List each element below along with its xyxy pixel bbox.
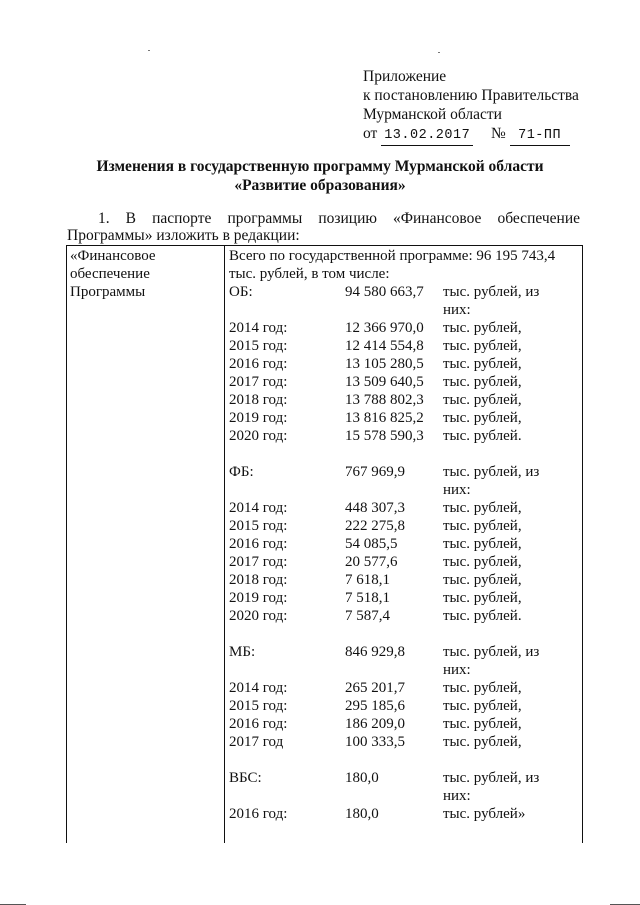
year-label: 2014 год: (229, 500, 288, 516)
year-unit: тыс. рублей, (443, 338, 522, 354)
year-row (229, 391, 579, 409)
year-amount: 222 275,8 (345, 518, 405, 534)
year-amount: 13 788 802,3 (345, 392, 424, 408)
year-row (229, 373, 579, 391)
source-code: МБ: (229, 644, 256, 660)
year-row (229, 553, 579, 571)
source-code: ВБС: (229, 770, 262, 786)
section-gap (229, 445, 579, 463)
financing-cell (229, 247, 579, 823)
year-row (229, 607, 579, 625)
year-unit: тыс. рублей, (443, 320, 522, 336)
year-label: 2014 год: (229, 680, 288, 696)
year-unit: тыс. рублей, (443, 680, 522, 696)
year-unit: тыс. рублей, (443, 356, 522, 372)
year-unit: тыс. рублей» (443, 806, 526, 822)
source-code: ОБ: (229, 284, 253, 300)
year-row (229, 409, 579, 427)
year-label: 2016 год: (229, 356, 288, 372)
year-amount: 54 085,5 (345, 536, 398, 552)
year-label: 2018 год: (229, 392, 288, 408)
annex-date-line (363, 124, 579, 146)
source-summary-row (229, 643, 579, 679)
year-unit: тыс. рублей, (443, 554, 522, 570)
date-prefix: от (363, 125, 378, 142)
year-amount: 13 816 825,2 (345, 410, 424, 426)
year-amount: 448 307,3 (345, 500, 405, 516)
year-unit: тыс. рублей, (443, 410, 522, 426)
year-unit: тыс. рублей, (443, 716, 522, 732)
title-line-1: Изменения в государственную программу Мурманской области (96, 158, 544, 175)
year-row (229, 679, 579, 697)
year-row (229, 697, 579, 715)
year-label: 2015 год: (229, 698, 288, 714)
source-unit: тыс. рублей, из них: (443, 644, 540, 678)
section-gap (229, 625, 579, 643)
year-label: 2016 год: (229, 806, 288, 822)
source-unit: тыс. рублей, из них: (443, 464, 540, 498)
number-prefix: № (490, 125, 506, 142)
source-summary-row (229, 463, 579, 499)
year-amount: 265 201,7 (345, 680, 405, 696)
year-amount: 12 366 970,0 (345, 320, 424, 336)
year-unit: тыс. рублей, (443, 572, 522, 588)
year-row (229, 535, 579, 553)
year-label: 2015 год: (229, 338, 288, 354)
source-code: ФБ: (229, 464, 254, 480)
year-amount: 186 209,0 (345, 716, 405, 732)
year-unit: тыс. рублей, (443, 374, 522, 390)
year-label: 2017 год: (229, 374, 288, 390)
year-amount: 15 578 590,3 (345, 428, 424, 444)
year-unit: тыс. рублей, (443, 392, 522, 408)
year-label: 2016 год: (229, 716, 288, 732)
year-unit: тыс. рублей. (443, 608, 522, 624)
year-label: 2017 год: (229, 554, 288, 570)
position-label-cell (70, 247, 156, 301)
source-amount: 180,0 (345, 770, 379, 786)
year-unit: тыс. рублей, (443, 698, 522, 714)
position-label-line: обеспечение (70, 266, 150, 282)
scan-speck (438, 52, 440, 53)
position-label-line: «Финансовое (70, 248, 156, 264)
table-column-divider (224, 246, 225, 843)
paragraph-line-2: Программы» изложить в редакции: (67, 227, 300, 244)
year-label: 2020 год: (229, 608, 288, 624)
year-row (229, 517, 579, 535)
scan-speck (148, 50, 150, 51)
year-unit: тыс. рублей, (443, 590, 522, 606)
position-label-line: Программы (70, 284, 146, 300)
year-unit: тыс. рублей, (443, 734, 522, 750)
year-amount: 295 185,6 (345, 698, 405, 714)
year-label: 2014 год: (229, 320, 288, 336)
annex-date: 13.02.2017 (381, 126, 473, 146)
source-summary-row (229, 283, 579, 319)
year-label: 2019 год: (229, 410, 288, 426)
source-amount: 94 580 663,7 (345, 284, 424, 300)
document-title (40, 157, 600, 195)
source-amount: 846 929,8 (345, 644, 405, 660)
annex-number: 71-ПП (510, 126, 570, 146)
year-amount: 7 518,1 (345, 590, 390, 606)
source-amount: 767 969,9 (345, 464, 405, 480)
source-summary-row (229, 769, 579, 805)
year-row (229, 499, 579, 517)
source-unit: тыс. рублей, из них: (443, 284, 540, 318)
annex-line-1: Приложение (363, 68, 447, 85)
year-amount: 180,0 (345, 806, 379, 822)
year-row (229, 805, 579, 823)
section-gap (229, 751, 579, 769)
year-amount: 100 333,5 (345, 734, 405, 750)
year-label: 2019 год: (229, 590, 288, 606)
year-row (229, 571, 579, 589)
year-amount: 7 618,1 (345, 572, 390, 588)
year-amount: 7 587,4 (345, 608, 390, 624)
annex-header (363, 67, 579, 146)
year-amount: 12 414 554,8 (345, 338, 424, 354)
year-amount: 20 577,6 (345, 554, 398, 570)
year-amount: 13 509 640,5 (345, 374, 424, 390)
total-line-2: тыс. рублей, в том числе: (229, 266, 390, 282)
total-line-1: Всего по государственной программе: 96 195 743,4 (229, 248, 556, 264)
year-label: 2016 год: (229, 536, 288, 552)
intro-paragraph (67, 210, 580, 244)
year-row (229, 589, 579, 607)
title-line-2: «Развитие образования» (234, 177, 406, 194)
year-label: 2018 год: (229, 572, 288, 588)
year-label: 2020 год: (229, 428, 288, 444)
year-row (229, 715, 579, 733)
year-unit: тыс. рублей. (443, 428, 522, 444)
year-unit: тыс. рублей, (443, 518, 522, 534)
year-amount: 13 105 280,5 (345, 356, 424, 372)
year-unit: тыс. рублей, (443, 500, 522, 516)
year-row (229, 355, 579, 373)
year-row (229, 427, 579, 445)
year-label: 2017 год (229, 734, 284, 750)
passport-table (66, 245, 583, 843)
annex-line-3: Мурманской области (363, 106, 502, 123)
annex-line-2: к постановлению Правительства (363, 87, 579, 104)
paragraph-line-1: 1. В паспорте программы позицию «Финансовое обеспечение (98, 210, 580, 227)
year-row (229, 733, 579, 751)
source-unit: тыс. рублей, из них: (443, 770, 540, 804)
year-row (229, 337, 579, 355)
year-row (229, 319, 579, 337)
year-label: 2015 год: (229, 518, 288, 534)
year-unit: тыс. рублей, (443, 536, 522, 552)
